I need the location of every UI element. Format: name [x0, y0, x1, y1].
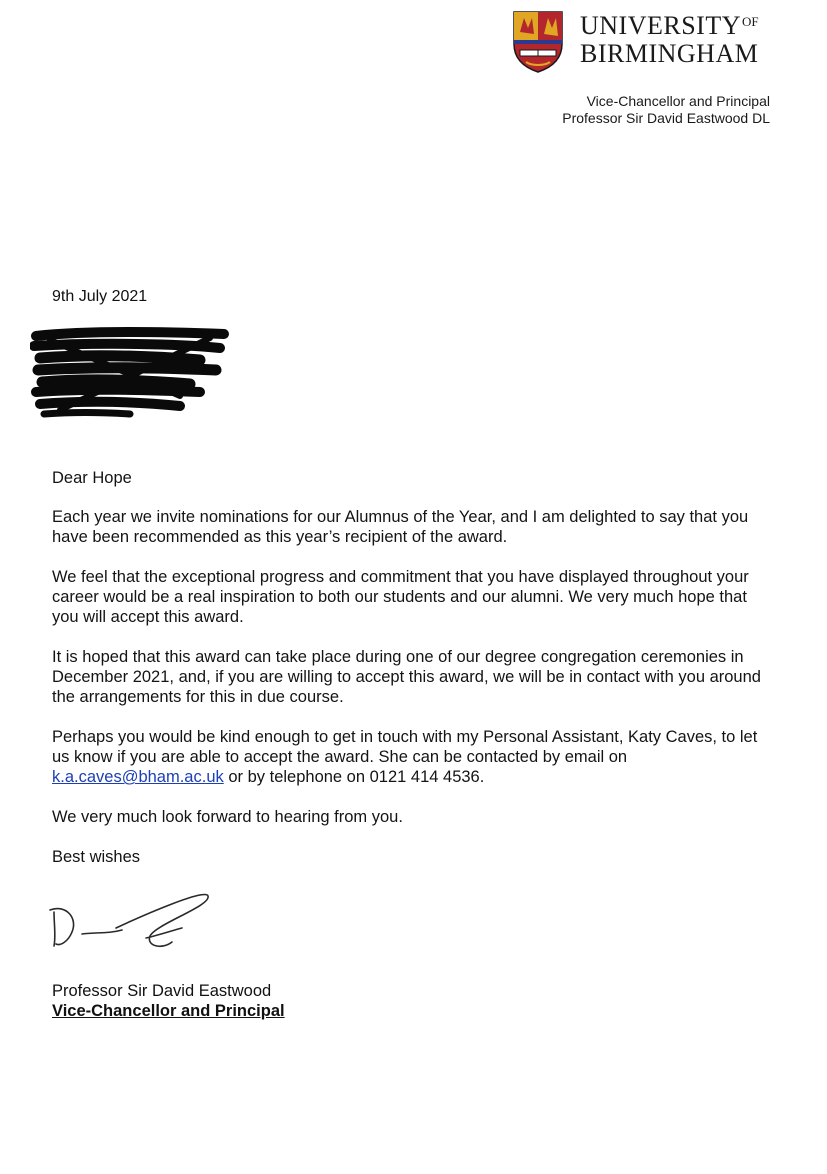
- signer-block: [52, 981, 285, 1021]
- closing-line: We very much look forward to hearing from you.: [52, 808, 403, 826]
- handwritten-signature: [46, 884, 226, 964]
- paragraph-contact: [52, 727, 772, 787]
- university-crest-icon: [512, 10, 564, 74]
- sender-title: Vice-Chancellor and Principal: [586, 93, 770, 109]
- wordmark-university: UNIVERSITY: [580, 11, 741, 40]
- sign-off: Best wishes: [52, 848, 141, 866]
- paragraph-nomination: Each year we invite nominations for our Alumnus of the Year, and I am delighted to say that you have been recommended as this year’s recipient of the award.: [52, 508, 749, 546]
- university-wordmark: [580, 8, 780, 68]
- wordmark-of: OF: [742, 14, 759, 29]
- sender-block: [562, 93, 770, 127]
- paragraph-inspiration: We feel that the exceptional progress and commitment that you have displayed throughout your career would be a real inspiration to both our students and our alumni. We very much hope that you will accept this award.: [52, 568, 749, 626]
- contact-text-end: or by telephone on 0121 414 4536.: [228, 768, 485, 786]
- signer-title: Vice-Chancellor and Principal: [52, 1002, 285, 1020]
- sender-name: Professor Sir David Eastwood DL: [562, 110, 770, 126]
- contact-email-link[interactable]: k.a.caves@bham.ac.uk: [52, 768, 224, 786]
- contact-text-start: Perhaps you would be kind enough to get in touch with my Personal Assistant, Katy Caves, to let us know if you are able to accept the award. She can be contacted by email on: [52, 728, 758, 766]
- redacted-address: [30, 326, 230, 422]
- salutation: Dear Hope: [52, 469, 132, 487]
- wordmark-birmingham: BIRMINGHAM: [580, 39, 759, 68]
- letter-body: [52, 468, 772, 887]
- letter-date: 9th July 2021: [52, 288, 148, 305]
- signer-name: Professor Sir David Eastwood: [52, 982, 272, 1000]
- paragraph-ceremony: It is hoped that this award can take place during one of our degree congregation ceremonies in December 2021, and, if you are willing to accept this award, we will be in contact with you around the arrangements for this in due course.: [52, 648, 761, 706]
